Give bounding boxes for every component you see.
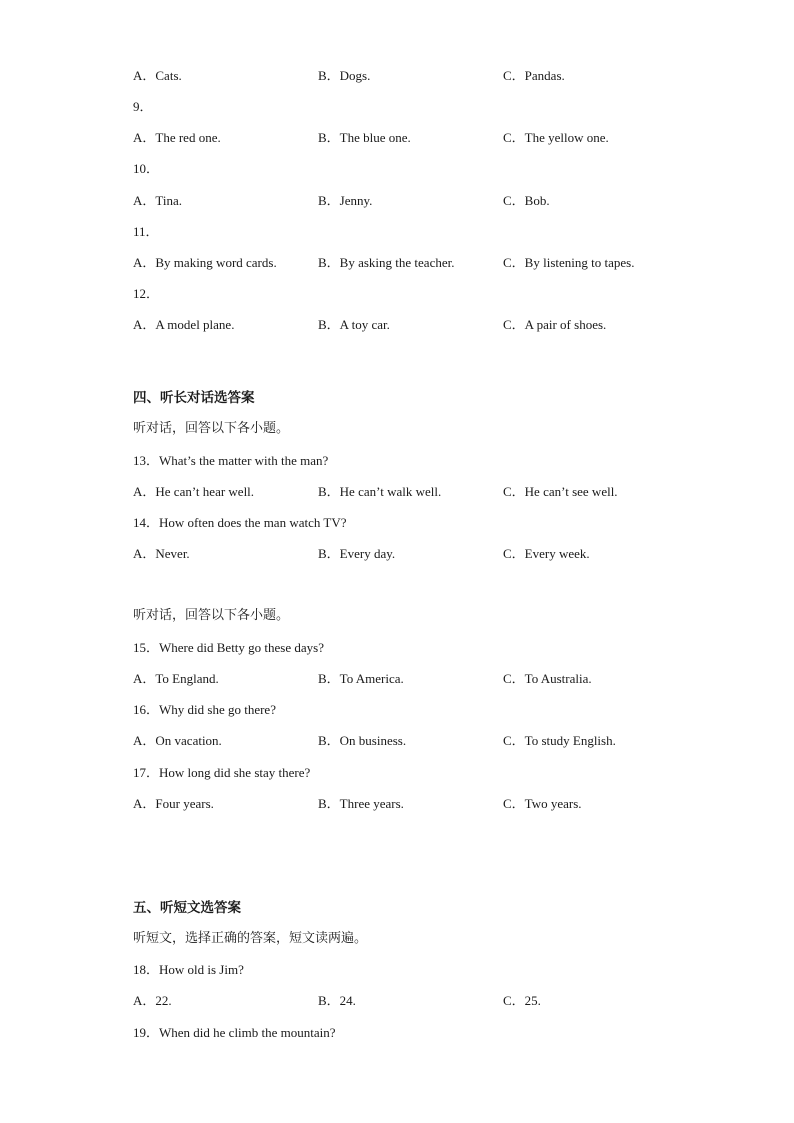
q9-number: 9． <box>133 99 153 114</box>
q17-option-c: C．Two years. <box>503 796 582 811</box>
q18-option-a: A．22. <box>133 993 172 1008</box>
q11-option-b: B．By asking the teacher. <box>318 255 455 270</box>
q13-option-c: C．He can’t see well. <box>503 484 618 499</box>
q15-option-c: C．To Australia. <box>503 671 592 686</box>
q8-option-b: B．Dogs. <box>318 68 371 83</box>
q10-option-a: A．Tina. <box>133 193 183 208</box>
section5-heading: 五、听短文选答案 <box>133 900 241 916</box>
q10-option-b: B．Jenny. <box>318 193 373 208</box>
q15-option-b: B．To America. <box>318 671 404 686</box>
q13-option-a: A．He can’t hear well. <box>133 484 255 499</box>
q12-option-a: A．A model plane. <box>133 317 235 332</box>
q12-option-c: C．A pair of shoes. <box>503 317 607 332</box>
q18-text: 18．How old is Jim? <box>133 962 244 977</box>
q10-option-c: C．Bob. <box>503 193 550 208</box>
q9-option-a: A．The red one. <box>133 130 221 145</box>
q14-option-b: B．Every day. <box>318 546 396 561</box>
q11-option-c: C．By listening to tapes. <box>503 255 635 270</box>
q16-text: 16．Why did she go there? <box>133 702 276 717</box>
q13-option-b: B．He can’t walk well. <box>318 484 442 499</box>
q8-option-a: A．Cats. <box>133 68 182 83</box>
q16-option-a: A．On vacation. <box>133 733 222 748</box>
section5-instruction: 听短文，选择正确的答案，短文读两遍。 <box>133 931 368 946</box>
q9-option-b: B．The blue one. <box>318 130 411 145</box>
q15-text: 15．Where did Betty go these days? <box>133 640 324 655</box>
section4-instruction-2: 听对话，回答以下各小题。 <box>133 608 290 623</box>
section4-instruction-1: 听对话，回答以下各小题。 <box>133 421 290 436</box>
q16-option-c: C．To study English. <box>503 733 616 748</box>
q18-option-b: B．24. <box>318 993 356 1008</box>
q8-option-c: C．Pandas. <box>503 68 565 83</box>
q17-option-a: A．Four years. <box>133 796 214 811</box>
q11-option-a: A．By making word cards. <box>133 255 277 270</box>
section4-heading: 四、听长对话选答案 <box>133 390 255 406</box>
q19-text: 19．When did he climb the mountain? <box>133 1025 336 1040</box>
q11-number: 11． <box>133 224 159 239</box>
q14-text: 14．How often does the man watch TV? <box>133 515 347 530</box>
q12-number: 12． <box>133 286 160 301</box>
q16-option-b: B．On business. <box>318 733 407 748</box>
q17-option-b: B．Three years. <box>318 796 404 811</box>
q17-text: 17．How long did she stay there? <box>133 765 311 780</box>
q10-number: 10． <box>133 161 160 176</box>
q12-option-b: B．A toy car. <box>318 317 390 332</box>
q15-option-a: A．To England. <box>133 671 219 686</box>
q18-option-c: C．25. <box>503 993 541 1008</box>
q13-text: 13．What’s the matter with the man? <box>133 453 329 468</box>
q14-option-a: A．Never. <box>133 546 190 561</box>
q14-option-c: C．Every week. <box>503 546 590 561</box>
q9-option-c: C．The yellow one. <box>503 130 609 145</box>
